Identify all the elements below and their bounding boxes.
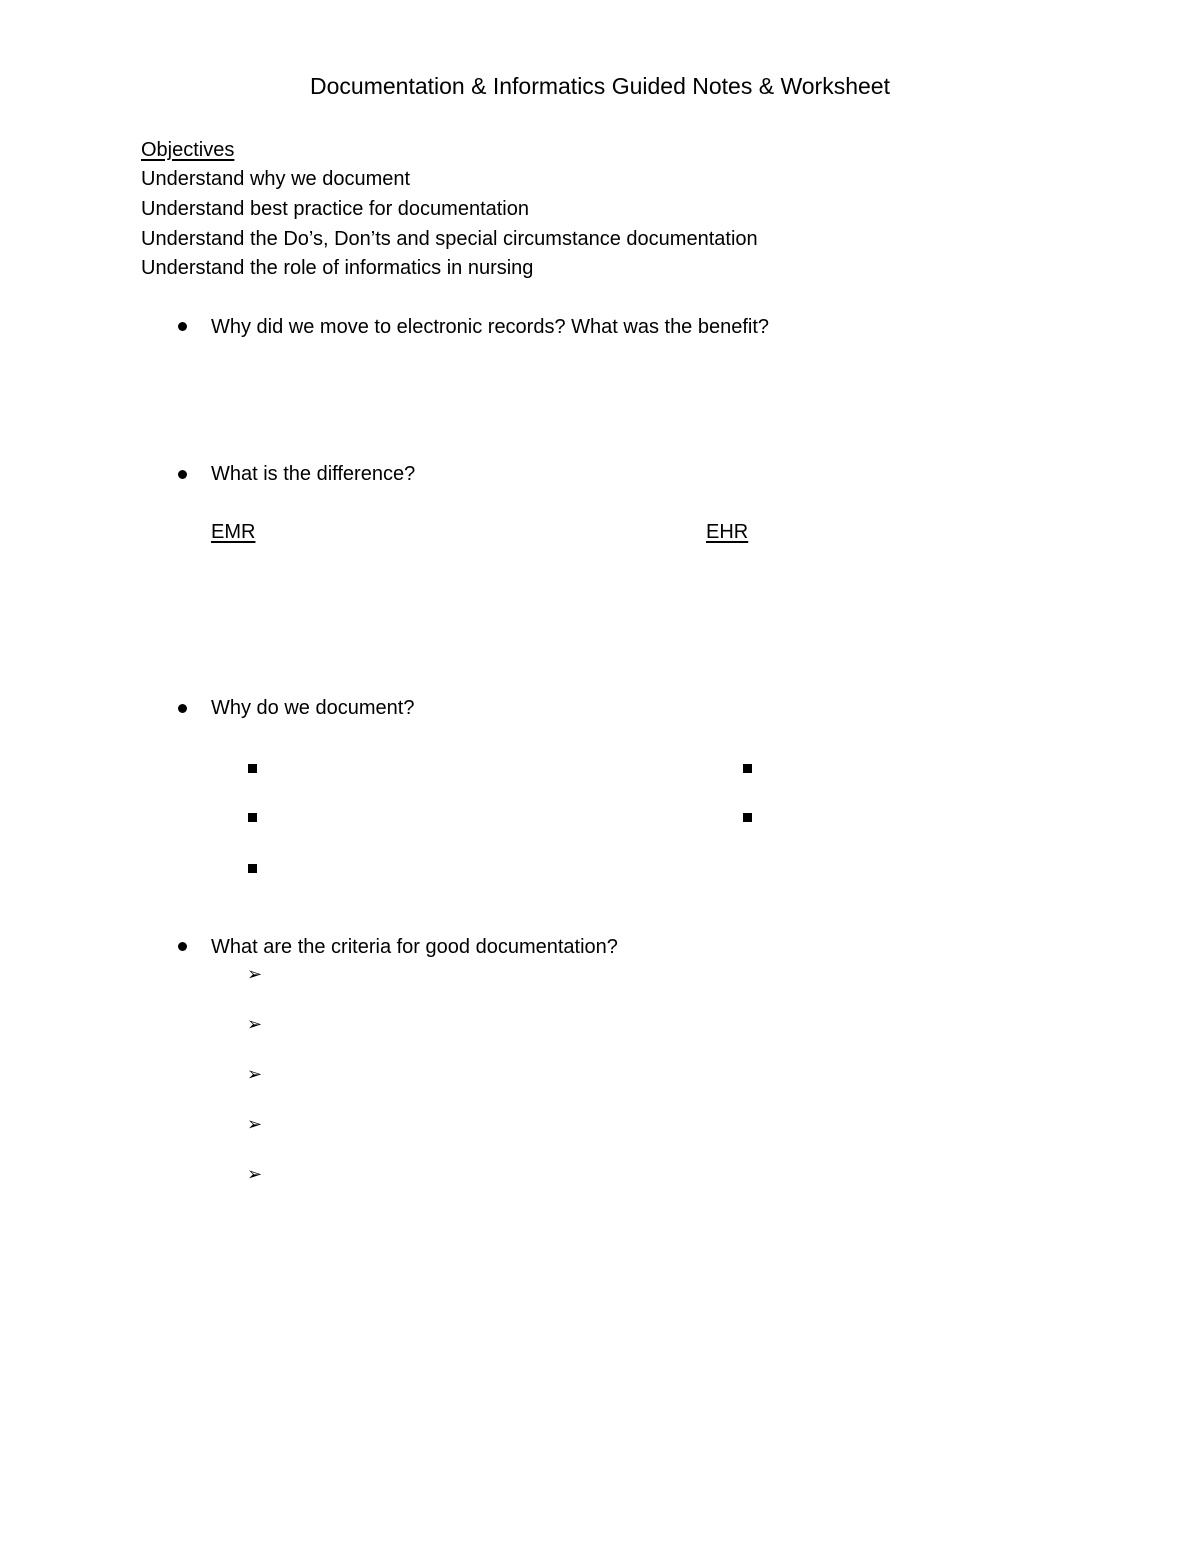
question-electronic-records: Why did we move to electronic records? What was the benefit? xyxy=(211,316,770,338)
question-why-document: Why do we document? xyxy=(211,697,415,719)
objective-item: Understand best practice for documentation xyxy=(141,198,529,220)
bullet-dot-icon xyxy=(178,470,187,479)
arrowhead-bullet-icon: ➢ xyxy=(247,1064,263,1085)
objective-item: Understand the role of informatics in nursing xyxy=(141,257,534,279)
square-bullet-icon xyxy=(743,764,752,773)
arrowhead-bullet-icon: ➢ xyxy=(247,1114,263,1135)
objective-item: Understand the Do’s, Don’ts and special circumstance documentation xyxy=(141,228,758,250)
emr-label: EMR xyxy=(211,521,256,543)
arrowhead-bullet-icon: ➢ xyxy=(247,1014,263,1035)
square-bullet-icon xyxy=(248,764,257,773)
question-criteria: What are the criteria for good documentation? xyxy=(211,936,618,958)
square-bullet-icon xyxy=(743,813,752,822)
square-bullet-icon xyxy=(248,864,257,873)
bullet-dot-icon xyxy=(178,322,187,331)
objectives-heading: Objectives xyxy=(141,139,235,161)
arrowhead-bullet-icon: ➢ xyxy=(247,964,263,985)
bullet-dot-icon xyxy=(178,704,187,713)
bullet-dot-icon xyxy=(178,942,187,951)
ehr-label: EHR xyxy=(706,521,749,543)
arrowhead-bullet-icon: ➢ xyxy=(247,1164,263,1185)
objective-item: Understand why we document xyxy=(141,168,411,190)
square-bullet-icon xyxy=(248,813,257,822)
question-difference: What is the difference? xyxy=(211,463,416,485)
page-title: Documentation & Informatics Guided Notes & Worksheet xyxy=(310,73,890,99)
